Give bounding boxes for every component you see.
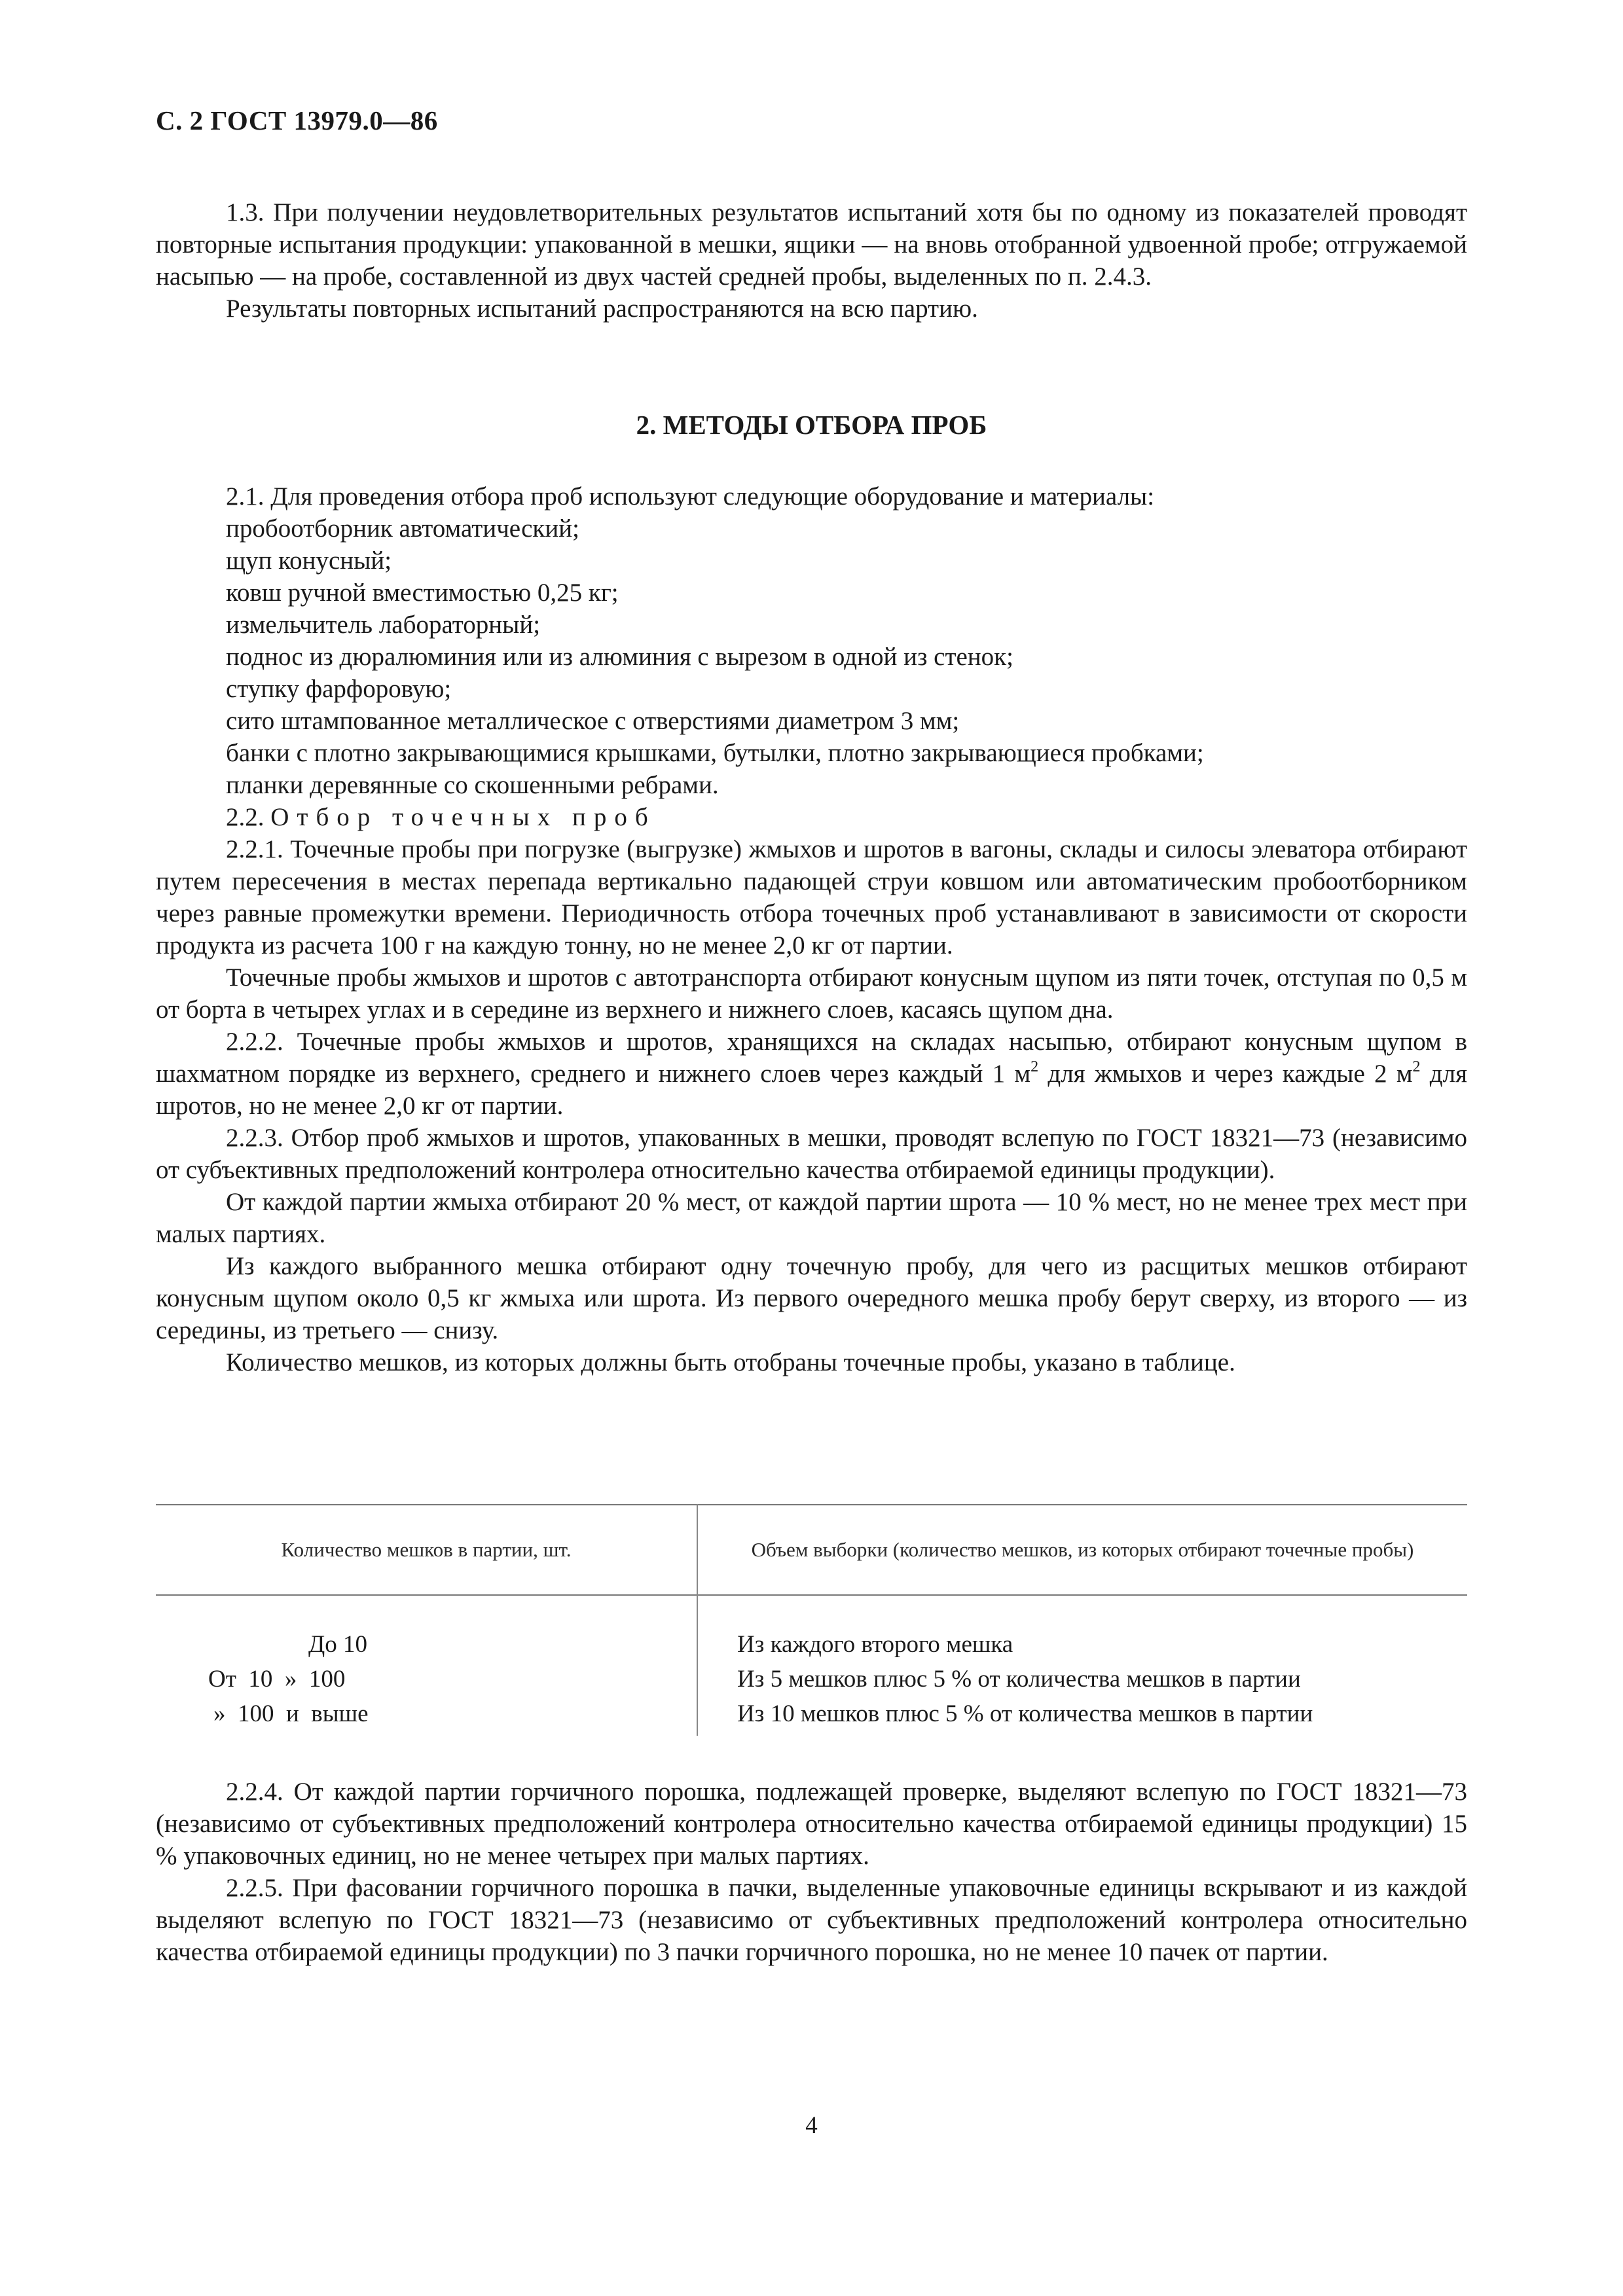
page-number: 4 <box>805 2112 818 2139</box>
equipment-item: планки деревянные со скошенными ребрами. <box>226 771 719 799</box>
table-cell: Из 5 мешков плюс 5 % от количества мешков в партии <box>737 1666 1301 1693</box>
table-cell: » 100 и выше <box>213 1700 369 1727</box>
equipment-item: щуп конусный; <box>226 547 392 575</box>
table-header-bags: Количество мешков в партии, шт. <box>281 1537 572 1561</box>
equipment-item: пробоотборник автоматический; <box>226 514 579 543</box>
section-title: 2. МЕТОДЫ ОТБОРА ПРОБ <box>636 410 987 440</box>
superscript: 2 <box>1030 1058 1039 1075</box>
subsection-number: 2.2. <box>226 803 264 831</box>
table-rule-header <box>156 1594 1467 1596</box>
section-2-2-4-5 <box>156 1776 1467 1968</box>
paragraph-2-2-4: 2.2.4. От каждой партии горчичного порошка, подлежащей проверке, выделяют вслепую по ГОСТ 18321—73 (независимо от субъективных предположений контролера относительно качества отбираемой единицы продукции) 15 % упаковочных единиц, но не менее четырех при малых партиях. <box>156 1778 1467 1870</box>
paragraph-2-2-5: 2.2.5. При фасовании горчичного порошка в пачки, выделенные упаковочные единицы вскрывают и из каждой выделяют вслепую по ГОСТ 18321—73 (независимо от субъективных предположений контролера относительно качества отбираемой единицы продукции) по 3 пачки горчичного порошка, но не менее 10 пачек от партии. <box>156 1874 1467 1966</box>
subsection-title: Отбор точечных проб <box>270 803 656 831</box>
table-cell: До 10 <box>308 1631 367 1658</box>
text-run: для шротов, но не менее 2,0 кг от партии. <box>156 1060 1468 1120</box>
section-1-3 <box>156 196 1467 325</box>
paragraph-share: От каждой партии жмыха отбирают 20 % мест, от каждой партии шрота — 10 % мест, но не менее трех мест при малых партиях. <box>156 1188 1467 1248</box>
equipment-item: ковш ручной вместимостью 0,25 кг; <box>226 579 619 607</box>
superscript: 2 <box>1412 1058 1421 1075</box>
table-cell: Из 10 мешков плюс 5 % от количества мешков в партии <box>737 1700 1313 1727</box>
paragraph-2-2-2 <box>156 1026 1467 1122</box>
paragraph-repeat-results: Результаты повторных испытаний распространяются на всю партию. <box>226 295 978 323</box>
paragraph-2-2-3: 2.2.3. Отбор проб жмыхов и шротов, упакованных в мешки, проводят вслепую по ГОСТ 18321—73 (независимо от субъективных предположений контролера относительно качества отбираемой единицы продукции). <box>156 1124 1467 1184</box>
equipment-item: поднос из дюралюминия или из алюминия с вырезом в одной из стенок; <box>226 643 1013 671</box>
table-header-sample-size: Объем выборки (количество мешков, из которых отбирают точечные пробы) <box>751 1537 1414 1561</box>
section-2-1 <box>156 480 1467 1378</box>
text-run: для жмыхов и через каждые 2 м <box>1038 1060 1413 1088</box>
equipment-item: ступку фарфоровую; <box>226 675 452 703</box>
equipment-item: сито штампованное металлическое с отверстиями диаметром 3 мм; <box>226 707 960 735</box>
paragraph-auto-transport: Точечные пробы жмыхов и шротов с автотранспорта отбирают конусным щупом из пяти точек, отступая по 0,5 м от борта в четырех углах и в середине из верхнего и нижнего слоев, касаясь щупом дна. <box>156 963 1467 1024</box>
paragraph-2-2-1: 2.2.1. Точечные пробы при погрузке (выгрузке) жмыхов и шротов в вагоны, склады и силосы элеватора отбирают путем пересечения в местах перепада вертикально падающей струи ковшом или автоматическим пробоотборником через равные промежутки времени. Периодичность отбора точечных проб устанавливают в зависимости от скорости продукта из расчета 100 г на каждую тонну, но не менее 2,0 кг от партии. <box>156 835 1467 960</box>
paragraph-table-reference: Количество мешков, из которых должны быть отобраны точечные пробы, указано в таблице. <box>226 1348 1235 1376</box>
page-header: С. 2 ГОСТ 13979.0—86 <box>156 105 438 135</box>
paragraph-2-1-intro: 2.1. Для проведения отбора проб используют следующие оборудование и материалы: <box>226 482 1155 511</box>
table-cell: Из каждого второго мешка <box>737 1631 1013 1658</box>
equipment-item: банки с плотно закрывающимися крышками, бутылки, плотно закрывающиеся пробками; <box>226 739 1204 767</box>
text-run: 2.2.2. Точечные пробы жмыхов и шротов, хранящихся на складах насыпью, отбирают конусным щупом в шахматном порядке из верхнего, среднего и нижнего слоев через каждый 1 м <box>156 1028 1467 1088</box>
table-cell: От 10 » 100 <box>208 1666 346 1693</box>
paragraph-each-bag: Из каждого выбранного мешка отбирают одну точечную пробу, для чего из расщитых мешков отбирают конусным щупом около 0,5 кг жмыха или шрота. Из первого очередного мешка пробу берут сверху, из второго — из середины, из третьего — снизу. <box>156 1252 1467 1344</box>
paragraph-1-3: 1.3. При получении неудовлетворительных результатов испытаний хотя бы по одному из показателей проводят повторные испытания продукции: упакованной в мешки, ящики — на вновь отобранной удвоенной пробе; отгружаемой насыпью — на пробе, составленной из двух частей средней пробы, выделенных по п. 2.4.3. <box>156 198 1467 291</box>
subsection-2-2-heading <box>156 801 1467 833</box>
equipment-item: измельчитель лабораторный; <box>226 611 541 639</box>
